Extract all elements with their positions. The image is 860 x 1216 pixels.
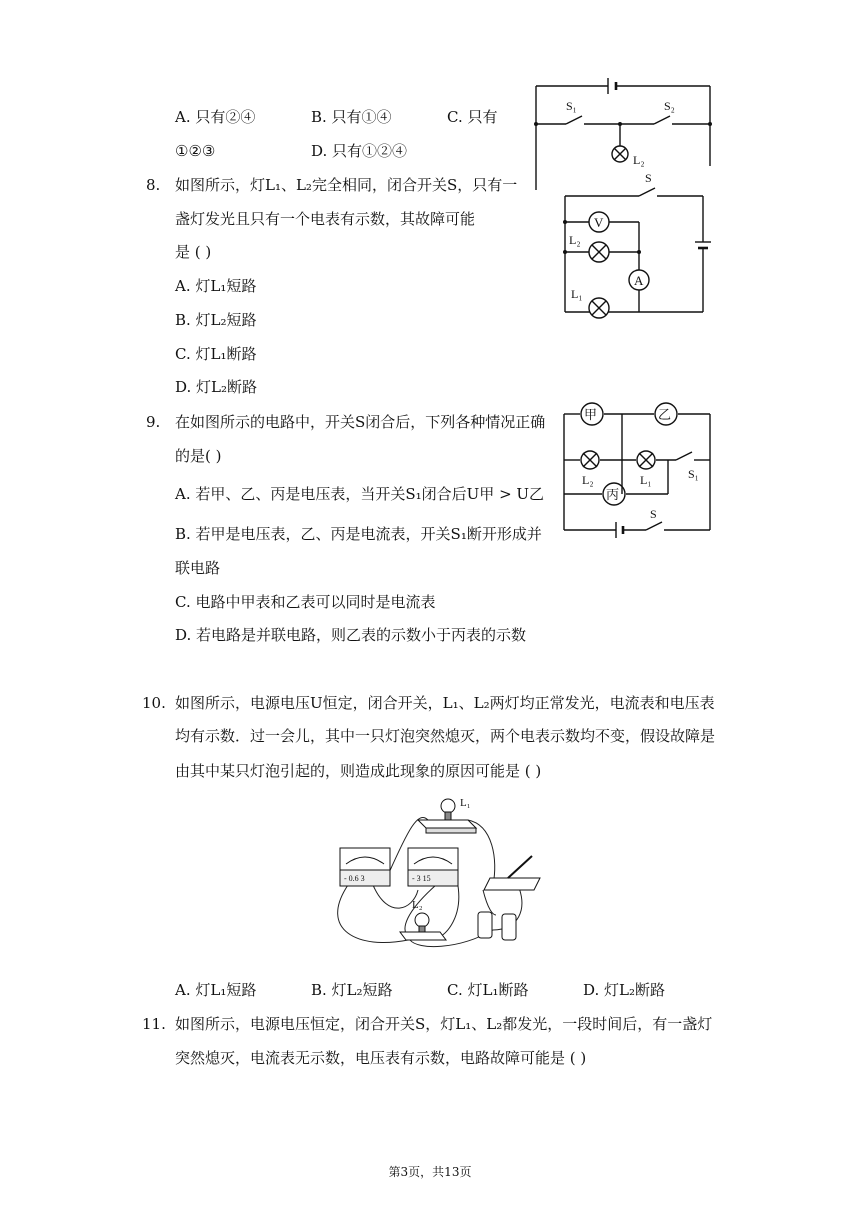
q10-circuit-photo: [318, 790, 548, 960]
q9-fig-s-label: S: [650, 507, 657, 521]
q10-stem-line1: 如图所示，电源电压U恒定，闭合开关，L₁、L₂两灯均正常发光，电流表和电压表: [175, 694, 715, 712]
q10-number: 10.: [142, 694, 166, 712]
q11-stem-line1: 如图所示，电源电压恒定，闭合开关S，灯L₁、L₂都发光，一段时间后，有一盏灯: [175, 1015, 713, 1033]
q9-stem-line1: 在如图所示的电路中，开关S闭合后，下列各种情况正确: [175, 413, 546, 431]
q7-option-c-continued: ①②③: [175, 142, 216, 160]
q7-option-c[interactable]: C. 只有: [447, 108, 498, 126]
q9-option-b-continued: 联电路: [175, 559, 221, 577]
page-footer: 第3页，共13页: [388, 1165, 472, 1179]
q10-option-a[interactable]: A. 灯L₁短路: [175, 981, 257, 999]
q9-fig-s1-label: S₁: [688, 467, 699, 481]
q8-fig-a-label: A: [634, 273, 644, 288]
q8-option-b[interactable]: B. 灯L₂短路: [175, 311, 257, 329]
q11-number: 11.: [142, 1015, 166, 1033]
q9-option-c[interactable]: C. 电路中甲表和乙表可以同时是电流表: [175, 593, 436, 611]
q8-option-d[interactable]: D. 灯L₂断路: [175, 378, 258, 396]
q8-option-a[interactable]: A. 灯L₁短路: [175, 277, 257, 295]
q10-voltmeter-scale: - 3 15: [412, 874, 431, 883]
q9-fig-bing-label: 丙: [606, 487, 620, 502]
q10-switch: [484, 856, 540, 890]
q8-fig-s-label: S: [645, 171, 652, 185]
q8-fig-l1-label: L₁: [571, 287, 583, 301]
q10-batteries: [478, 912, 516, 940]
q10-fig-l1-label: L₁: [460, 797, 471, 809]
q10-ammeter-scale: - 0.6 3: [344, 874, 365, 883]
q10-option-c[interactable]: C. 灯L₁断路: [447, 981, 529, 999]
q9-circuit-figure: [558, 402, 718, 542]
q8-number: 8.: [146, 176, 161, 194]
q7-fig-s1-label: S₁: [566, 99, 577, 113]
q10-stem-line2: 均有示数．过一会儿，其中一只灯泡突然熄灭，两个电表示数均不变，假设故障是: [175, 727, 716, 745]
q9-option-a[interactable]: A. 若甲、乙、丙是电压表，当开关S₁闭合后U甲 > U乙: [175, 485, 545, 503]
q7-fig-s2-label: S₂: [664, 99, 675, 113]
q9-option-b[interactable]: B. 若甲是电压表，乙、丙是电流表，开关S₁断开形成并: [175, 525, 542, 543]
q8-stem-line1: 如图所示，灯L₁、L₂完全相同，闭合开关S，只有一: [175, 176, 518, 194]
q8-stem-line2: 盏灯发光且只有一个电表有示数，其故障可能: [175, 210, 476, 228]
q9-option-d[interactable]: D. 若电路是并联电路，则乙表的示数小于丙表的示数: [175, 626, 527, 644]
q9-fig-l2-label: L₂: [582, 473, 594, 487]
q9-stem-line2: 的是( ): [175, 447, 222, 465]
q7-fig-l2-label: L₂: [633, 153, 645, 167]
q9-fig-yi-label: 乙: [658, 407, 672, 422]
q7-option-b[interactable]: B. 只有①④: [311, 108, 392, 126]
q10-option-b[interactable]: B. 灯L₂短路: [311, 981, 393, 999]
q7-option-d[interactable]: D. 只有①②④: [311, 142, 408, 160]
q10-fig-l2-label: L₂: [412, 899, 423, 911]
q8-circuit-figure: [555, 170, 715, 325]
q10-lamp-l2: [400, 913, 446, 940]
q10-option-d[interactable]: D. 灯L₂断路: [583, 981, 666, 999]
q7-option-a[interactable]: A. 只有②④: [175, 108, 256, 126]
q9-fig-jia-label: 甲: [584, 407, 598, 422]
q10-stem-line3: 由其中某只灯泡引起的，则造成此现象的原因可能是 ( ): [175, 762, 542, 780]
q11-stem-line2: 突然熄灭，电流表无示数，电压表有示数，电路故障可能是 ( ): [175, 1049, 587, 1067]
q8-fig-l2-label: L₂: [569, 233, 581, 247]
q8-option-c[interactable]: C. 灯L₁断路: [175, 345, 257, 363]
q9-fig-l1-label: L₁: [640, 473, 652, 487]
q9-number: 9.: [146, 413, 161, 431]
q8-fig-v-label: V: [594, 215, 604, 230]
q8-stem-line3: 是 ( ): [175, 243, 212, 261]
